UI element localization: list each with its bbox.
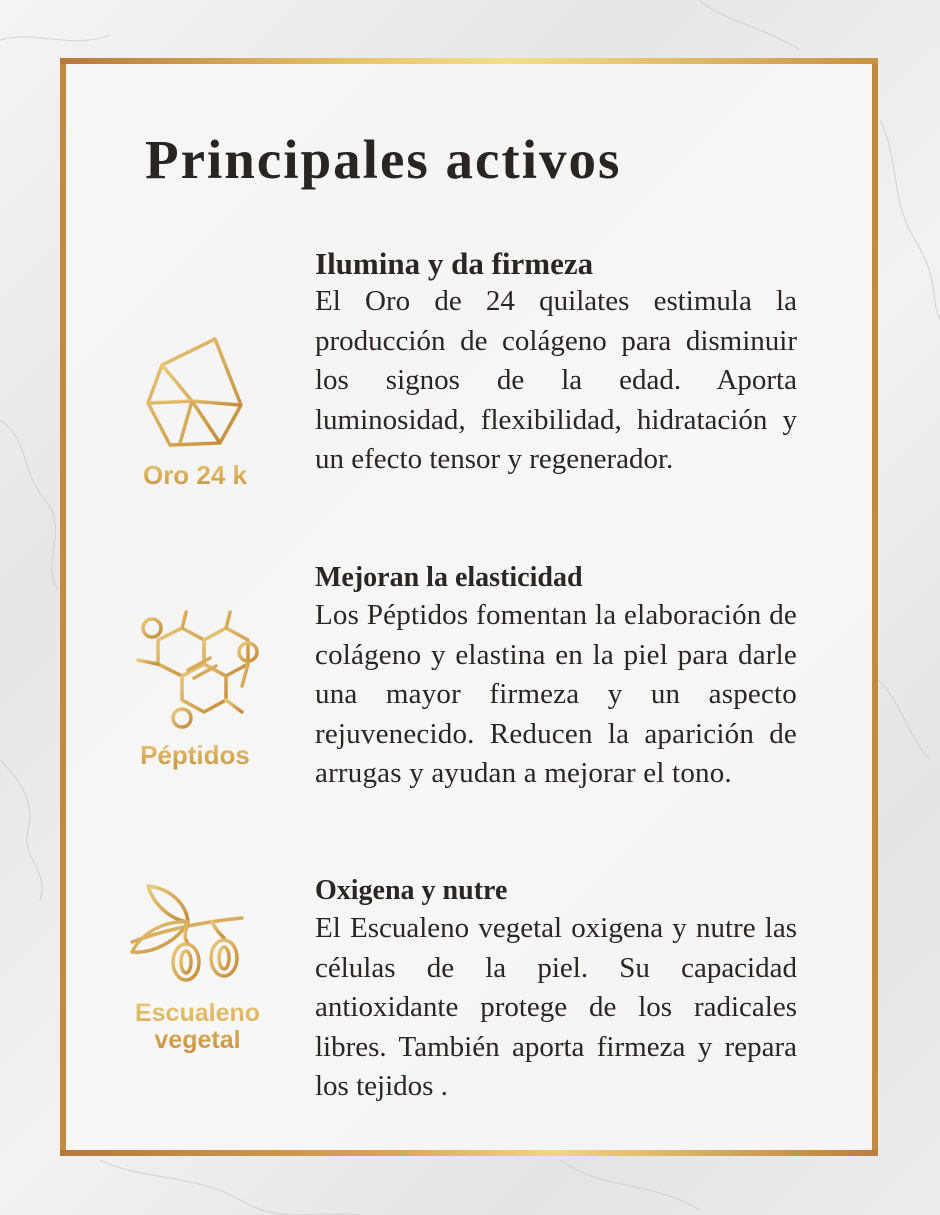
section-heading: Mejoran la elasticidad bbox=[315, 562, 583, 593]
icon-label-line: Escualeno bbox=[134, 999, 261, 1027]
section-heading: Ilumina y da firmeza bbox=[315, 246, 594, 281]
frame-top-highlight bbox=[60, 58, 878, 64]
icon-label-line: vegetal bbox=[154, 1026, 241, 1054]
section-oro bbox=[315, 246, 797, 480]
section-escualeno bbox=[315, 873, 797, 1107]
olive-branch-icon bbox=[128, 882, 248, 992]
section-heading: Oxigena y nutre bbox=[315, 875, 508, 906]
section-body: El Oro de 24 quilates estimula la producción de colágeno para disminuir los signos de la edad. Aporta luminosidad, flexibilidad, hidratación y un efecto tensor y regenerador. bbox=[315, 285, 797, 475]
icon-label-peptidos: Péptidos bbox=[120, 740, 270, 771]
icon-label-oro: Oro 24 k bbox=[120, 460, 270, 491]
frame-bottom-highlight bbox=[60, 1150, 878, 1156]
page-title: Principales activos bbox=[145, 129, 622, 190]
icon-label-escualeno bbox=[110, 1000, 285, 1054]
section-peptidos bbox=[315, 560, 797, 794]
peptide-molecule-icon bbox=[130, 608, 262, 730]
section-body: El Escualeno vegetal oxigena y nutre las células de la piel. Su capacidad antioxidante protege de los radicales libres. También aporta firmeza y repara los tejidos . bbox=[315, 912, 797, 1102]
section-body: Los Péptidos fomentan la elaboración de colágeno y elastina en la piel para darle una mayor firmeza y un aspecto rejuvenecido. Reducen la aparición de arrugas y ayudan a mejorar el tono. bbox=[315, 599, 797, 789]
gold-crystal-icon bbox=[140, 335, 250, 450]
